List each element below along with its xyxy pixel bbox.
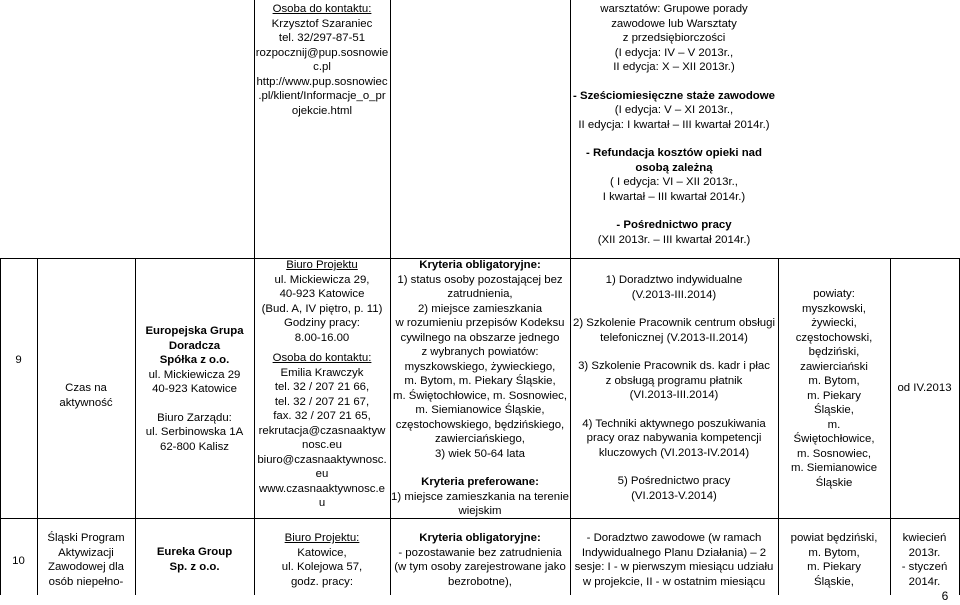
contact-line: fax. 32 / 207 21 65, xyxy=(273,410,371,422)
program-name: Śląski Program xyxy=(47,532,125,544)
support-line: telefonicznej (V.2013-II.2014) xyxy=(600,331,748,344)
office-line: 40-923 Katowice xyxy=(279,288,365,300)
hours-label: Godziny pracy: xyxy=(284,317,360,329)
row9-date xyxy=(890,381,959,396)
criteria-line: bezrobotne), xyxy=(448,575,512,588)
office-line: (Bud. A, IV piętro, p. 11) xyxy=(261,302,383,315)
offer-line: (I edycja: V – XI 2013r., xyxy=(614,104,734,116)
office-line: ul. Kolejowa 57, xyxy=(281,561,363,573)
contact-email[interactable]: rekrutacja@czasnaaktyw xyxy=(258,424,386,437)
office-line: Katowice, xyxy=(297,546,347,559)
date-value: od IV.2013 xyxy=(897,382,952,394)
program-name: Czas na xyxy=(65,382,107,394)
contact-email[interactable]: biuro@czasnaaktywnosc. xyxy=(257,453,387,466)
row9-office xyxy=(254,258,390,511)
office-label: Biuro Projektu xyxy=(286,259,358,271)
org-name: Europejska Grupa xyxy=(145,325,244,337)
preferred-line: 1) miejsce zamieszkania na terenie xyxy=(391,490,569,503)
criteria-label: Kryteria obligatoryjne: xyxy=(419,259,541,271)
org-address: 40-923 Katowice xyxy=(152,383,237,395)
program-name: Aktywizacji xyxy=(58,546,114,559)
criteria-line: zatrudnienia, xyxy=(447,288,513,300)
row9-number xyxy=(0,353,37,368)
office-line: godz. pracy: xyxy=(290,575,354,588)
contact-line: tel. 32/297-87-51 xyxy=(278,32,366,44)
criteria-line: 1) status osoby pozostającej bez xyxy=(397,273,563,286)
program-name: Zawodowej dla xyxy=(48,561,124,573)
org-board-label: Biuro Zarządu: xyxy=(157,411,232,424)
support-line: pracy oraz nabywania kompetencji xyxy=(586,432,762,444)
page-number-value: 6 xyxy=(941,589,949,603)
office-label: Biuro Projektu: xyxy=(284,532,360,544)
row9-program xyxy=(37,381,135,410)
org-address: ul. Serbinowska 1A xyxy=(145,426,244,438)
criteria-line: częstochowskiego, będzińskiego, xyxy=(395,418,565,431)
offer-line: z przedsiębiorczości xyxy=(622,32,726,44)
area-line: m. Bytom, xyxy=(808,375,860,387)
criteria-line: z wybranych powiatów: xyxy=(421,346,539,358)
org-name: Eureka Group xyxy=(156,546,233,558)
area-line: m. Sosnowiec, xyxy=(796,447,872,460)
contact-label: Osoba do kontaktu: xyxy=(272,3,372,15)
criteria-line: (w tym osoby zarejestrowane jako xyxy=(394,561,566,573)
offer-heading: - Sześciomiesięczne staże zawodowe xyxy=(573,89,775,102)
area-line: m. Siemianowice xyxy=(790,462,878,474)
area-line: Śląskie, xyxy=(814,575,854,588)
row-number: 10 xyxy=(12,555,25,567)
row-number: 9 xyxy=(15,354,22,366)
offer-line: zawodowe lub Warsztaty xyxy=(611,17,737,30)
support-line: 4) Techniki aktywnego poszukiwania xyxy=(582,417,766,430)
contact-website[interactable]: www.czasnaaktywnosc.e xyxy=(259,482,385,495)
offer-heading: - Refundacja kosztów opieki nad xyxy=(586,147,762,159)
support-line: 1) Doradztwo indywidualne xyxy=(605,274,743,286)
org-name: Spółka z o.o. xyxy=(159,354,230,366)
criteria-line: 2) miejsce zamieszkania xyxy=(417,302,543,315)
date-value: 2013r. xyxy=(908,546,941,559)
area-line: Śląskie, xyxy=(814,404,854,416)
contact-name: Emilia Krawczyk xyxy=(280,366,364,379)
area-line: żywiecki, xyxy=(811,317,857,329)
area-line: m. Bytom, xyxy=(808,546,860,559)
row10-number xyxy=(0,554,37,569)
criteria-line: 3) wiek 50-64 lata xyxy=(435,447,525,460)
contact-line: tel. 32 / 207 21 66, xyxy=(274,381,370,393)
area-line: częstochowski, xyxy=(795,331,873,344)
offer-line: warsztatów: Grupowe porady xyxy=(600,3,748,15)
support-line: sesje: I - w pierwszym miesiącu udziału xyxy=(574,561,774,573)
criteria-line: zawierciańskiego, xyxy=(435,433,525,445)
offer-line: II edycja: I kwartał – III kwartał 2014r.) xyxy=(578,118,770,131)
contact-website[interactable]: u xyxy=(318,497,326,509)
org-name: Doradcza xyxy=(168,339,221,352)
row10-support xyxy=(570,531,778,589)
preferred-line: wiejskim xyxy=(458,505,502,517)
support-line: Indywidualnego Planu Działania) – 2 xyxy=(581,546,767,559)
criteria-line: w rozumieniu przepisów Kodeksu xyxy=(395,317,565,329)
program-name: osób niepełno- xyxy=(48,575,124,588)
contact-email[interactable]: nosc.eu xyxy=(302,439,342,451)
support-line: (VI.2013-V.2014) xyxy=(631,489,717,502)
area-line: Śląskie xyxy=(815,476,853,489)
support-line: - Doradztwo zawodowe (w ramach xyxy=(586,532,762,544)
contact-link[interactable]: .pl/klient/Informacje_o_pr xyxy=(258,90,386,102)
program-name: aktywność xyxy=(59,396,113,409)
contact-line: Krzysztof Szaraniec xyxy=(271,17,373,30)
criteria-line: m. Siemianowice Śląskie, xyxy=(415,404,545,416)
support-line: (VI.2013-III.2014) xyxy=(629,389,719,401)
contact-email[interactable]: eu xyxy=(315,468,329,480)
area-line: myszkowski, xyxy=(802,302,866,315)
criteria-label: Kryteria obligatoryjne: xyxy=(419,532,541,544)
row10-date xyxy=(890,531,959,589)
offer-heading: - Pośrednictwo pracy xyxy=(616,219,732,231)
support-line: 3) Szkolenie Pracownik ds. kadr i płac xyxy=(578,360,770,372)
area-line: m. xyxy=(827,418,841,431)
contact-link[interactable]: ojekcie.html xyxy=(291,104,353,117)
preferred-label: Kryteria preferowane: xyxy=(421,476,539,488)
area-line: Świętochłowice, xyxy=(793,433,875,445)
area-line: zawierciański xyxy=(800,360,868,373)
contact-line: tel. 32 / 207 21 67, xyxy=(274,395,370,408)
area-line: będziński, xyxy=(808,346,860,358)
support-line: w projekcie, II - w ostatnim miesiącu xyxy=(582,575,766,588)
org-name: Sp. z o.o. xyxy=(169,560,220,573)
offer-line: ( I edycja: VI – XII 2013r., xyxy=(610,176,738,188)
contact-label: Osoba do kontaktu: xyxy=(272,352,372,364)
row10-office xyxy=(254,531,390,589)
support-line: 2) Szkolenie Pracownik centrum obsługi xyxy=(573,317,775,329)
offer-line: (I edycja: IV – V 2013r., xyxy=(614,46,734,59)
contact-line: c.pl xyxy=(313,61,331,73)
contact-line: rozpocznij@pup.sosnowie xyxy=(255,46,389,59)
date-value: kwiecień xyxy=(902,532,947,544)
top-contact-cell xyxy=(254,2,390,252)
criteria-line: - pozostawanie bez zatrudnienia xyxy=(398,546,562,559)
row9-area xyxy=(778,287,890,490)
row9-criteria xyxy=(390,258,570,519)
area-line: powiaty: xyxy=(813,288,855,300)
table-border xyxy=(0,258,1,595)
org-address: ul. Mickiewicza 29 xyxy=(148,368,241,381)
area-line: m. Piekary xyxy=(807,561,861,573)
support-line: 5) Pośrednictwo pracy xyxy=(617,475,731,487)
org-address: 62-800 Kalisz xyxy=(159,440,230,453)
area-line: powiat będziński, xyxy=(790,532,878,544)
office-line: ul. Mickiewicza 29, xyxy=(274,273,370,286)
date-value: 2014r. xyxy=(908,575,941,588)
row10-organization xyxy=(135,545,254,574)
row10-program xyxy=(37,531,135,589)
top-offer-cell xyxy=(570,2,778,252)
support-line: (V.2013-III.2014) xyxy=(631,288,717,301)
row9-support xyxy=(570,273,778,503)
offer-heading: osobą zależną xyxy=(635,161,713,174)
criteria-line: myszkowskiego, żywieckiego, xyxy=(404,360,556,373)
criteria-line: m. Bytom, m. Piekary Śląskie, xyxy=(404,375,556,387)
offer-line: II edycja: X – XII 2013r.) xyxy=(613,61,735,73)
criteria-line: cywilnego na obszarze jednego xyxy=(400,331,560,344)
offer-line: I kwartał – III kwartał 2014r.) xyxy=(602,190,746,203)
page-number xyxy=(930,589,960,605)
support-line: z obsługą programu płatnik xyxy=(605,374,743,387)
contact-link[interactable]: http://www.pup.sosnowiec xyxy=(256,75,388,88)
offer-line: (XII 2013r. – III kwartał 2014r.) xyxy=(597,233,751,246)
row10-area xyxy=(778,531,890,589)
row9-organization xyxy=(135,324,254,454)
date-value: - styczeń xyxy=(901,561,948,573)
area-line: m. Piekary xyxy=(807,389,861,402)
row10-criteria xyxy=(390,531,570,589)
criteria-line: m. Świętochłowice, m. Sosnowiec, xyxy=(392,389,568,402)
support-line: kluczowych (VI.2013-IV.2014) xyxy=(598,446,750,459)
hours-value: 8.00-16.00 xyxy=(294,331,350,344)
